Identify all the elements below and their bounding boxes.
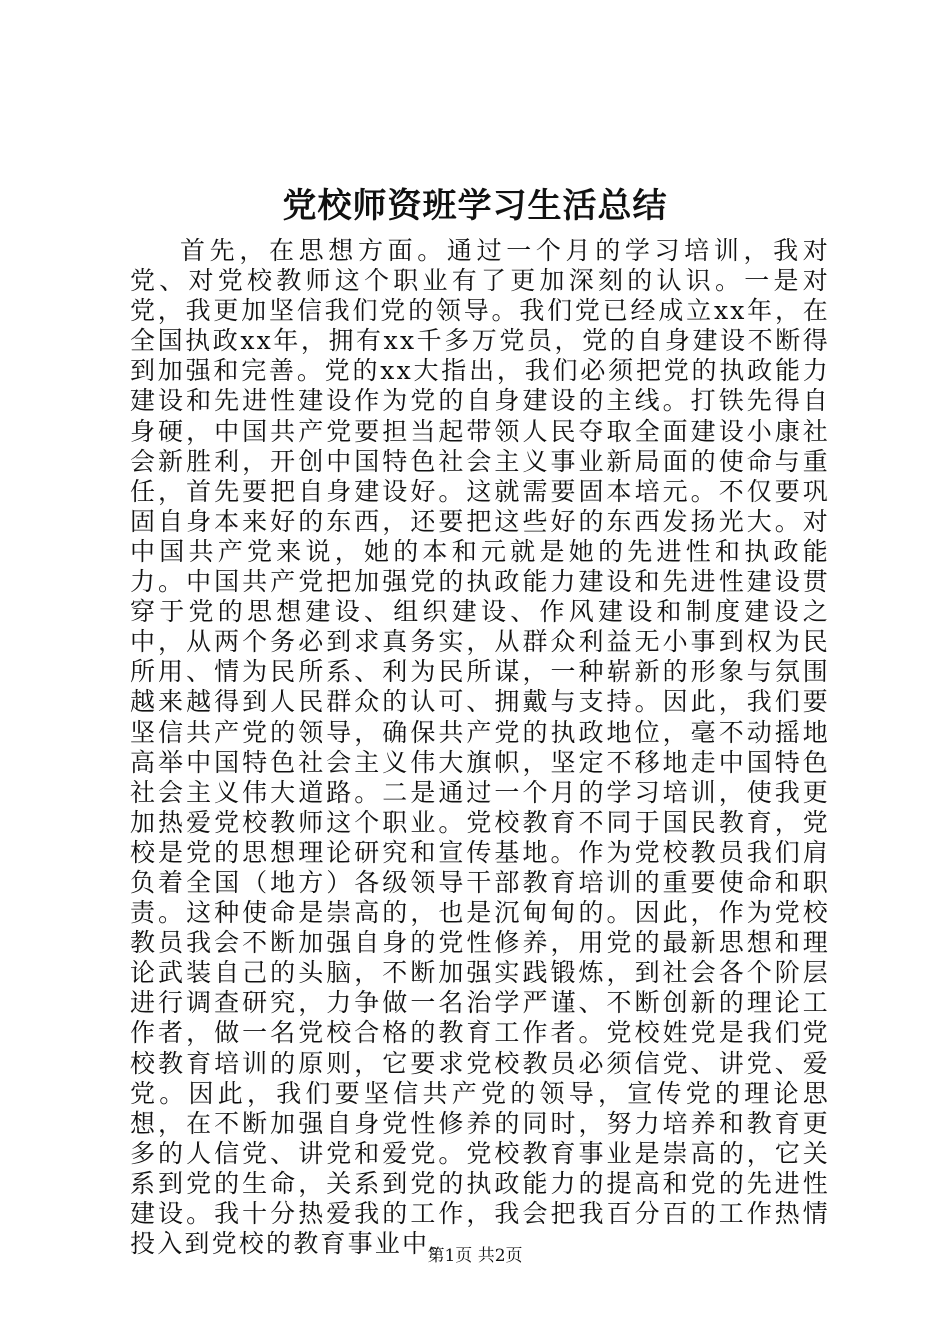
document-title: 党校师资班学习生活总结 (282, 186, 668, 226)
page-indicator: 第1页 共2页 (427, 1246, 523, 1266)
body-paragraph: 首先，在思想方面。通过一个月的学习培训，我对党、对党校教师这个职业有了更加深刻的认识。一是对党，我更加坚信我们党的领导。我们党已经成立xx年，在全国执政xx年，拥有xx千多万党员，党的自身建设不断得到加强和完善。党的xx大指出，我们必须把党的执政能力建设和先进性建设作为党的自身建设的主线。打铁先得自身硬，中国共产党要担当起带领人民夺取全面建设小康社会新胜利，开创中国特色社会主义事业新局面的使命与重任，首先要把自身建设好。这就需要固本培元。不仅要巩固自身本来好的东西，还要把这些好的东西发扬光大。对中国共产党来说，她的本和元就是她的先进性和执政能力。中国共产党把加强党的执政能力建设和先进性建设贯穿于党的思想建设、组织建设、作风建设和制度建设之中，从两个务必到求真务实，从群众利益无小事到权为民所用、情为民所系、利为民所谋，一种崭新的形象与氛围越来越得到人民群众的认可、拥戴与支持。因此，我们要坚信共产党的领导，确保共产党的执政地位，毫不动摇地高举中国特色社会主义伟大旗帜，坚定不移地走中国特色社会主义伟大道路。二是通过一个月的学习培训，使我更加热爱党校教师这个职业。党校教育不同于国民教育，党校是党的思想理论研究和宣传基地。作为党校教员我们肩负着全国（地方）各级领导干部教育培训的重要使命和职责。这种使命是崇高的，也是沉甸甸的。因此，作为党校教员我会不断加强自身的党性修养，用党的最新思想和理论武装自己的头脑，不断加强实践锻炼，到社会各个阶层进行调查研究，力争做一名治学严谨、不断创新的理论工作者，做一名党校合格的教育工作者。党校姓党是我们党校教育培训的原则，它要求党校教员必须信党、讲党、爱党。因此，我们要坚信共产党的领导，宣传党的理论思想，在不断加强自身党性修养的同时，努力培养和教育更多的人信党、讲党和爱党。党校教育事业是崇高的，它关系到党的生命，关系到党的执政能力的提高和党的先进性建设。我十分热爱我的工作，我会把我百分百的工作热情投入到党校的教育事业中。 (130, 236, 830, 1259)
